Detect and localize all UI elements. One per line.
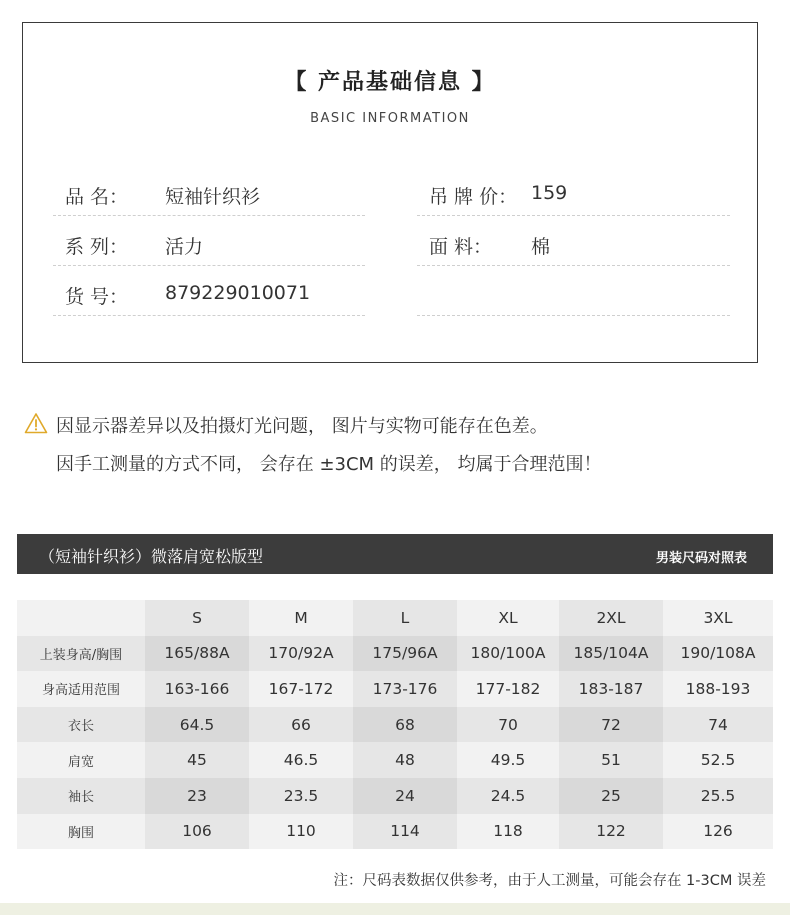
table-cell: 118: [457, 814, 559, 850]
field-item-number: [53, 266, 365, 316]
field-label: 吊 牌 价：: [429, 186, 518, 208]
size-footnote: 注：尺码表数据仅供参考，由于人工测量，可能会存在 1-3CM 误差: [333, 873, 766, 889]
field-empty: [417, 266, 730, 316]
table-cell: 70: [457, 707, 559, 743]
size-header-cell: 2XL: [559, 600, 663, 636]
field-value: 棉: [531, 236, 551, 258]
field-tag-price: [417, 166, 730, 216]
table-cell: 106: [145, 814, 249, 850]
table-cell: 46.5: [249, 742, 353, 778]
field-label: 货 号：: [65, 286, 129, 308]
table-cell: 74: [663, 707, 773, 743]
table-cell: 177-182: [457, 671, 559, 707]
table-cell: 170/92A: [249, 636, 353, 672]
field-value: 活力: [165, 236, 204, 258]
table-cell: 122: [559, 814, 663, 850]
table-cell: 114: [353, 814, 457, 850]
field-value: 短袖针织衫: [165, 186, 261, 208]
basic-info-card: [22, 22, 758, 363]
size-header-cell: M: [249, 600, 353, 636]
field-series: [53, 216, 365, 266]
table-cell: 110: [249, 814, 353, 850]
field-value: 159: [531, 182, 568, 204]
table-cell: 165/88A: [145, 636, 249, 672]
table-row: [17, 636, 773, 672]
info-title: 【 产品基础信息 】: [284, 70, 496, 95]
table-cell: 25.5: [663, 778, 773, 814]
table-cell: 49.5: [457, 742, 559, 778]
field-product-name: [53, 166, 365, 216]
banner-title: （短袖针织衫）微落肩宽松版型: [39, 547, 264, 566]
table-cell: 52.5: [663, 742, 773, 778]
table-cell: 66: [249, 707, 353, 743]
table-cell: 64.5: [145, 707, 249, 743]
table-cell: 25: [559, 778, 663, 814]
table-row: [17, 707, 773, 743]
notice-line-1: 因显示器差异以及拍摄灯光问题， 图片与实物可能存在色差。: [56, 416, 548, 437]
table-cell: 48: [353, 742, 457, 778]
table-cell: 23: [145, 778, 249, 814]
table-cell: 72: [559, 707, 663, 743]
table-row: [17, 742, 773, 778]
table-cell: 175/96A: [353, 636, 457, 672]
table-cell: 68: [353, 707, 457, 743]
row-header-cell: 身高适用范围: [17, 671, 145, 707]
table-cell: 24.5: [457, 778, 559, 814]
table-header-row: [17, 600, 773, 636]
table-cell: 180/100A: [457, 636, 559, 672]
table-cell: 167-172: [249, 671, 353, 707]
table-cell: 173-176: [353, 671, 457, 707]
table-cell: 51: [559, 742, 663, 778]
field-value: 879229010071: [165, 282, 311, 304]
field-label: 面 料：: [429, 236, 493, 258]
banner-right-label: 男装尺码对照表: [655, 551, 747, 566]
notice-line-2: 因手工测量的方式不同， 会存在 ±3CM 的误差， 均属于合理范围！: [56, 454, 602, 475]
size-header-cell: L: [353, 600, 457, 636]
size-table: [17, 600, 773, 849]
table-cell: 188-193: [663, 671, 773, 707]
size-header-cell: S: [145, 600, 249, 636]
size-chart-banner: [17, 534, 773, 574]
header-corner-cell: [17, 600, 145, 636]
row-header-cell: 肩宽: [17, 742, 145, 778]
row-header-cell: 袖长: [17, 778, 145, 814]
table-cell: 185/104A: [559, 636, 663, 672]
field-label: 系 列：: [65, 236, 129, 258]
bottom-strip: [0, 903, 790, 915]
row-header-cell: 胸围: [17, 814, 145, 850]
table-cell: 190/108A: [663, 636, 773, 672]
table-cell: 163-166: [145, 671, 249, 707]
size-header-cell: XL: [457, 600, 559, 636]
table-cell: 45: [145, 742, 249, 778]
field-label: 品 名：: [65, 186, 129, 208]
info-subtitle: BASIC INFORMATION: [310, 111, 470, 126]
table-row: [17, 778, 773, 814]
warning-triangle-icon: [24, 412, 48, 434]
table-cell: 23.5: [249, 778, 353, 814]
row-header-cell: 上装身高/胸围: [17, 636, 145, 672]
table-cell: 183-187: [559, 671, 663, 707]
table-row: [17, 671, 773, 707]
table-row: [17, 814, 773, 850]
field-fabric: [417, 216, 730, 266]
size-header-cell: 3XL: [663, 600, 773, 636]
table-cell: 24: [353, 778, 457, 814]
table-cell: 126: [663, 814, 773, 850]
row-header-cell: 衣长: [17, 707, 145, 743]
